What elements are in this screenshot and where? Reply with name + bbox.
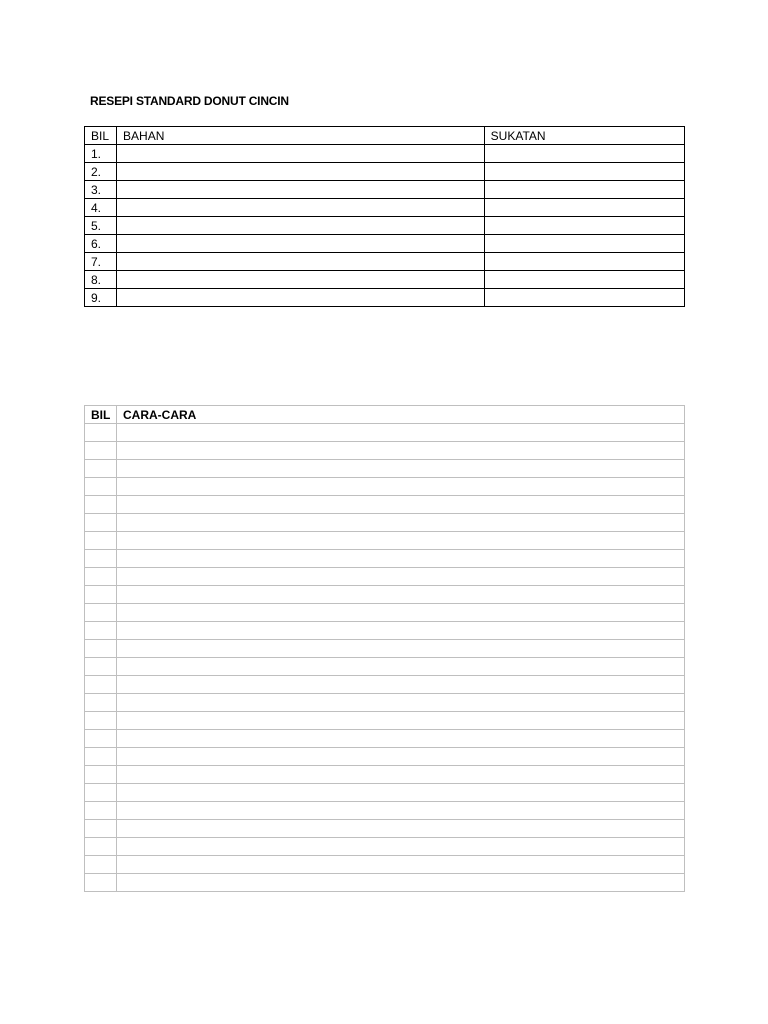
row-number-cell bbox=[85, 856, 117, 874]
table-row bbox=[85, 514, 685, 532]
sukatan-cell bbox=[484, 145, 684, 163]
row-number-cell: 9. bbox=[85, 289, 117, 307]
table-row bbox=[85, 640, 685, 658]
table-row bbox=[85, 730, 685, 748]
cara-cell bbox=[117, 586, 685, 604]
row-number-cell bbox=[85, 478, 117, 496]
row-number-cell bbox=[85, 622, 117, 640]
table-row bbox=[85, 856, 685, 874]
sukatan-cell bbox=[484, 163, 684, 181]
bahan-cell bbox=[117, 145, 485, 163]
row-number-cell: 8. bbox=[85, 271, 117, 289]
cara-cell bbox=[117, 874, 685, 892]
table-row bbox=[85, 784, 685, 802]
header-bil: BIL bbox=[85, 406, 117, 424]
row-number-cell: 2. bbox=[85, 163, 117, 181]
row-number-cell bbox=[85, 514, 117, 532]
table-row bbox=[85, 712, 685, 730]
table-row bbox=[85, 199, 685, 217]
row-number-cell bbox=[85, 550, 117, 568]
cara-cell bbox=[117, 820, 685, 838]
sukatan-cell bbox=[484, 253, 684, 271]
table-row bbox=[85, 622, 685, 640]
bahan-cell bbox=[117, 181, 485, 199]
row-number-cell bbox=[85, 658, 117, 676]
row-number-cell bbox=[85, 712, 117, 730]
cara-cell bbox=[117, 730, 685, 748]
cara-cell bbox=[117, 514, 685, 532]
bahan-cell bbox=[117, 217, 485, 235]
table-row bbox=[85, 424, 685, 442]
row-number-cell: 5. bbox=[85, 217, 117, 235]
bahan-cell bbox=[117, 271, 485, 289]
table-row bbox=[85, 586, 685, 604]
sukatan-cell bbox=[484, 217, 684, 235]
table-row bbox=[85, 820, 685, 838]
header-sukatan: SUKATAN bbox=[484, 127, 684, 145]
table-row bbox=[85, 874, 685, 892]
cara-cell bbox=[117, 784, 685, 802]
cara-cell bbox=[117, 658, 685, 676]
table-row bbox=[85, 253, 685, 271]
row-number-cell bbox=[85, 694, 117, 712]
sukatan-cell bbox=[484, 181, 684, 199]
document-title: RESEPI STANDARD DONUT CINCIN bbox=[90, 94, 289, 108]
table-row bbox=[85, 163, 685, 181]
cara-cell bbox=[117, 748, 685, 766]
cara-cell bbox=[117, 478, 685, 496]
cara-cell bbox=[117, 856, 685, 874]
row-number-cell bbox=[85, 802, 117, 820]
table-row bbox=[85, 766, 685, 784]
header-cara-cara: CARA-CARA bbox=[117, 406, 685, 424]
cara-cell bbox=[117, 532, 685, 550]
row-number-cell bbox=[85, 604, 117, 622]
bahan-cell bbox=[117, 235, 485, 253]
cara-cell bbox=[117, 694, 685, 712]
bahan-cell bbox=[117, 289, 485, 307]
row-number-cell: 3. bbox=[85, 181, 117, 199]
table-row bbox=[85, 658, 685, 676]
table-row bbox=[85, 460, 685, 478]
table-row bbox=[85, 289, 685, 307]
cara-cell bbox=[117, 550, 685, 568]
cara-cell bbox=[117, 442, 685, 460]
row-number-cell bbox=[85, 766, 117, 784]
row-number-cell: 6. bbox=[85, 235, 117, 253]
bahan-cell bbox=[117, 253, 485, 271]
table-row bbox=[85, 217, 685, 235]
cara-cell bbox=[117, 424, 685, 442]
cara-cell bbox=[117, 460, 685, 478]
cara-cell bbox=[117, 604, 685, 622]
ingredients-table bbox=[84, 126, 685, 307]
cara-cell bbox=[117, 496, 685, 514]
row-number-cell bbox=[85, 532, 117, 550]
table-row bbox=[85, 802, 685, 820]
table-row bbox=[85, 550, 685, 568]
row-number-cell bbox=[85, 640, 117, 658]
cara-cell bbox=[117, 640, 685, 658]
row-number-cell bbox=[85, 676, 117, 694]
table-row bbox=[85, 442, 685, 460]
row-number-cell bbox=[85, 424, 117, 442]
cara-cell bbox=[117, 676, 685, 694]
sukatan-cell bbox=[484, 199, 684, 217]
header-bil: BIL bbox=[85, 127, 117, 145]
table-row bbox=[85, 496, 685, 514]
table-row bbox=[85, 694, 685, 712]
table-row bbox=[85, 748, 685, 766]
row-number-cell bbox=[85, 586, 117, 604]
cara-cell bbox=[117, 712, 685, 730]
sukatan-cell bbox=[484, 235, 684, 253]
row-number-cell bbox=[85, 460, 117, 478]
cara-cell bbox=[117, 568, 685, 586]
ingredients-header-row bbox=[85, 127, 685, 145]
row-number-cell bbox=[85, 748, 117, 766]
row-number-cell: 7. bbox=[85, 253, 117, 271]
sukatan-cell bbox=[484, 289, 684, 307]
row-number-cell bbox=[85, 874, 117, 892]
cara-cell bbox=[117, 802, 685, 820]
bahan-cell bbox=[117, 199, 485, 217]
header-bahan: BAHAN bbox=[117, 127, 485, 145]
method-header-row bbox=[85, 406, 685, 424]
table-row bbox=[85, 181, 685, 199]
cara-cell bbox=[117, 766, 685, 784]
row-number-cell bbox=[85, 496, 117, 514]
table-row bbox=[85, 604, 685, 622]
table-row bbox=[85, 568, 685, 586]
row-number-cell bbox=[85, 838, 117, 856]
row-number-cell bbox=[85, 784, 117, 802]
table-row bbox=[85, 838, 685, 856]
table-row bbox=[85, 532, 685, 550]
row-number-cell: 4. bbox=[85, 199, 117, 217]
row-number-cell bbox=[85, 820, 117, 838]
table-row bbox=[85, 145, 685, 163]
row-number-cell bbox=[85, 568, 117, 586]
table-row bbox=[85, 271, 685, 289]
cara-cell bbox=[117, 838, 685, 856]
bahan-cell bbox=[117, 163, 485, 181]
row-number-cell: 1. bbox=[85, 145, 117, 163]
method-table bbox=[84, 405, 685, 892]
table-row bbox=[85, 478, 685, 496]
row-number-cell bbox=[85, 442, 117, 460]
table-row bbox=[85, 676, 685, 694]
table-row bbox=[85, 235, 685, 253]
sukatan-cell bbox=[484, 271, 684, 289]
row-number-cell bbox=[85, 730, 117, 748]
cara-cell bbox=[117, 622, 685, 640]
